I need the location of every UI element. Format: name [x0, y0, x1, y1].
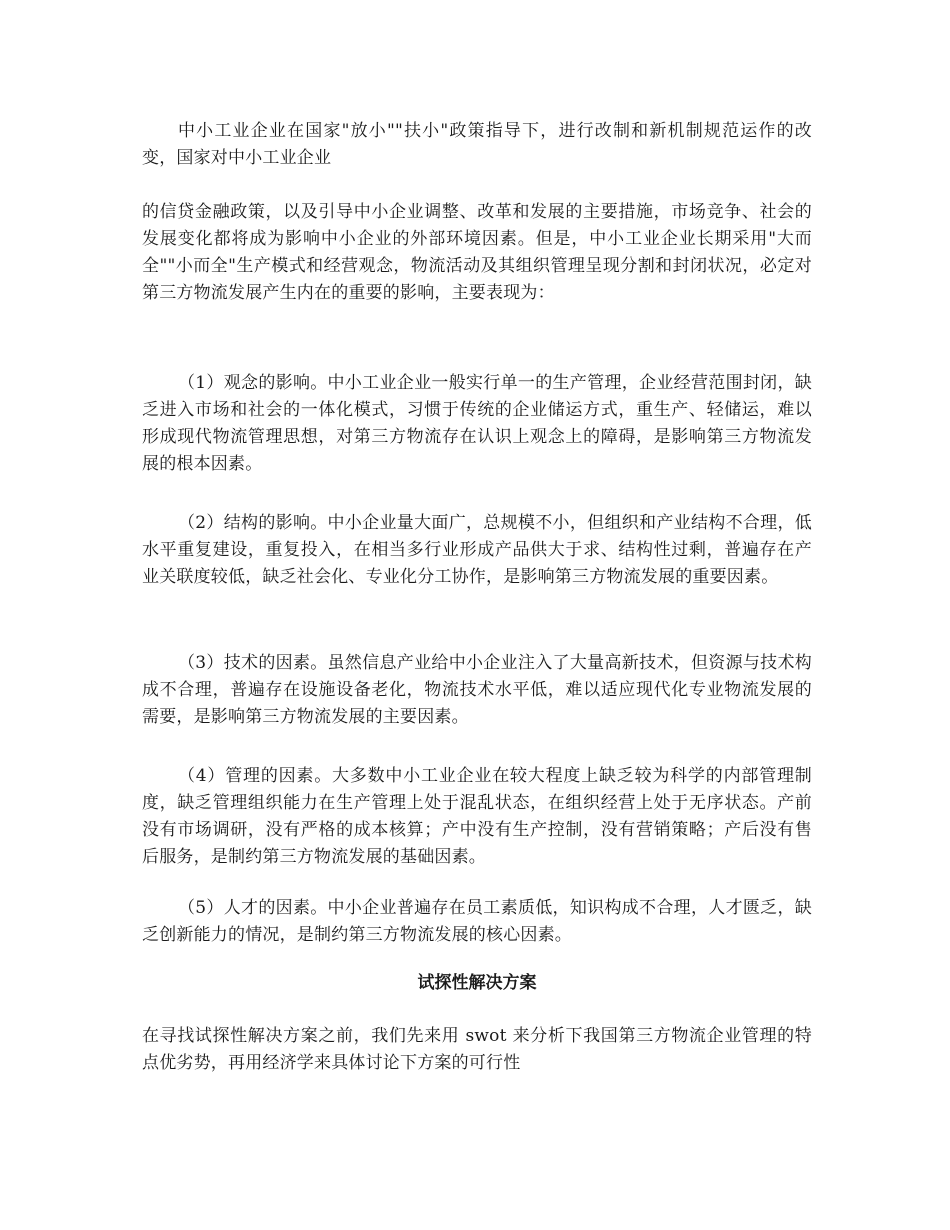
section-heading: 试探性解决方案 — [417, 973, 537, 993]
factor-technology-paragraph: （3）技术的因素。虽然信息产业给中小企业注入了大量高新技术，但资源与技术构成不合理，普遍存在设施设备老化，物流技术水平低，难以适应现代化专业物流发展的需要，是影响第三方物流发展的主要因素。 — [142, 653, 812, 727]
factor-talent-paragraph: （5）人才的因素。中小企业普遍存在员工素质低，知识构成不合理，人才匮乏，缺乏创新能力的情况，是制约第三方物流发展的核心因素。 — [142, 898, 812, 945]
factor-concept-paragraph: （1）观念的影响。中小工业企业一般实行单一的生产管理，企业经营范围封闭，缺乏进入市场和社会的一体化模式，习惯于传统的企业储运方式，重生产、轻储运，难以形成现代物流管理思想，对第三方物流存在认识上观念上的障碍，是影响第三方物流发展的根本因素。 — [142, 373, 812, 474]
factor-management-paragraph: （4）管理的因素。大多数中小工业企业在较大程度上缺乏较为科学的内部管理制度，缺乏管理组织能力在生产管理上处于混乱状态，在组织经营上处于无序状态。产前没有市场调研，没有严格的成本核算；产中没有生产控制，没有营销策略；产后没有售后服务，是制约第三方物流发展的基础因素。 — [142, 766, 812, 867]
factor-structure-paragraph: （2）结构的影响。中小企业量大面广，总规模不小，但组织和产业结构不合理，低水平重复建设，重复投入，在相当多行业形成产品供大于求、结构性过剩，普遍存在产业关联度较低，缺乏社会化、专业化分工协作，是影响第三方物流发展的重要因素。 — [142, 513, 812, 587]
intro-paragraph: 中小工业企业在国家"放小""扶小"政策指导下，进行改制和新机制规范运作的改变，国家对中小工业企业 — [142, 121, 812, 168]
solution-intro-paragraph: 在寻找试探性解决方案之前，我们先来用 swot 来分析下我国第三方物流企业管理的特点优劣势，再用经济学来具体讨论下方案的可行性 — [142, 1026, 812, 1073]
context-paragraph: 的信贷金融政策，以及引导中小企业调整、改革和发展的主要措施，市场竞争、社会的发展变化都将成为影响中小企业的外部环境因素。但是，中小工业企业长期采用"大而全""小而全"生产模式和经营观念，物流活动及其组织管理呈现分割和封闭状况，必定对第三方物流发展产生内在的重要的影响，主要表现为： — [142, 202, 812, 303]
